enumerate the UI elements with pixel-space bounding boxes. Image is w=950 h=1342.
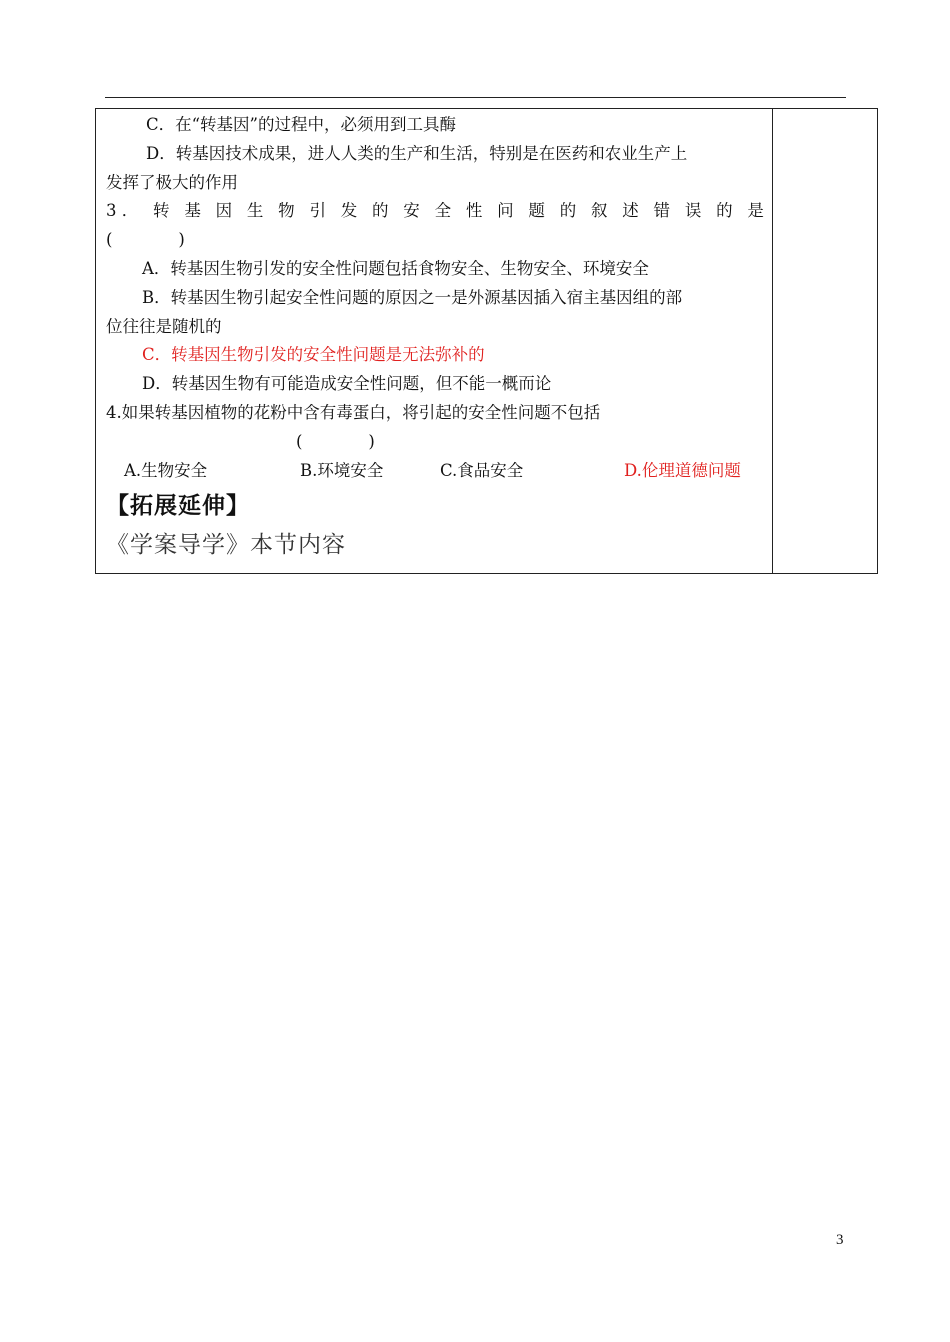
header-rule [105,97,846,98]
q3-word: 叙 [590,201,608,221]
question-content [106,111,764,565]
extension-section-body: 《学案导学》本节内容 [106,532,346,559]
q3-word: 述 [622,201,639,221]
q3-word: 的 [372,201,389,221]
q4-option-a: A.生物安全 [124,460,208,480]
q2-option-c: C．在“转基因”的过程中，必须用到工具酶 [146,115,456,134]
q3-word: 的 [559,201,577,221]
q3-word: 基 [184,201,201,221]
notes-column-divider [772,109,773,573]
q3-number: 3 ． [106,201,139,221]
q3-option-c-answer: C．转基因生物引发的安全性问题是无法弥补的 [142,345,485,365]
q3-word: 是 [747,201,764,221]
q3-word: 误 [684,201,702,221]
q3-word: 安 [403,201,420,221]
q3-word: 生 [246,201,264,221]
q3-word: 问 [497,201,514,221]
page-number: 3 [836,1232,844,1248]
q3-word: 性 [465,201,483,221]
q3-option-a: A．转基因生物引发的安全性问题包括食物安全、生物安全、环境安全 [142,258,649,278]
q4-answer-blank: ( ) [296,431,375,451]
q3-word: 转 [153,201,170,221]
question-table [95,108,878,574]
q2-option-d-line2: 发挥了极大的作用 [106,172,238,192]
q3-answer-blank: ( ) [106,230,185,250]
q3-word: 错 [653,201,671,221]
q3-word: 题 [528,201,545,221]
q3-word: 全 [434,201,452,221]
q3-word: 发 [340,201,358,221]
q3-option-b-line1: B．转基因生物引起安全性问题的原因之一是外源基因插入宿主基因组的部 [142,287,683,307]
q2-option-d-line1: D．转基因技术成果，进人人类的生产和生活，特别是在医药和农业生产上 [146,143,688,163]
q3-word: 因 [215,201,233,221]
q4-stem: 4.如果转基因植物的花粉中含有毒蛋白，将引起的安全性问题不包括 [106,402,601,422]
q4-option-d-answer: D.伦理道德问题 [624,460,741,480]
q4-option-c: C.食品安全 [440,460,524,480]
q3-option-d: D．转基因生物有可能造成安全性问题，但不能一概而论 [142,374,552,394]
q4-option-b: B.环境安全 [300,460,384,480]
q3-word: 引 [309,201,326,221]
q3-word: 物 [278,201,295,221]
q3-option-b-line2: 位往往是随机的 [106,316,222,336]
q3-stem [106,197,764,226]
q3-word: 的 [716,201,733,221]
q4-options [106,457,764,486]
extension-section-title: 【拓展延伸】 [106,493,250,520]
